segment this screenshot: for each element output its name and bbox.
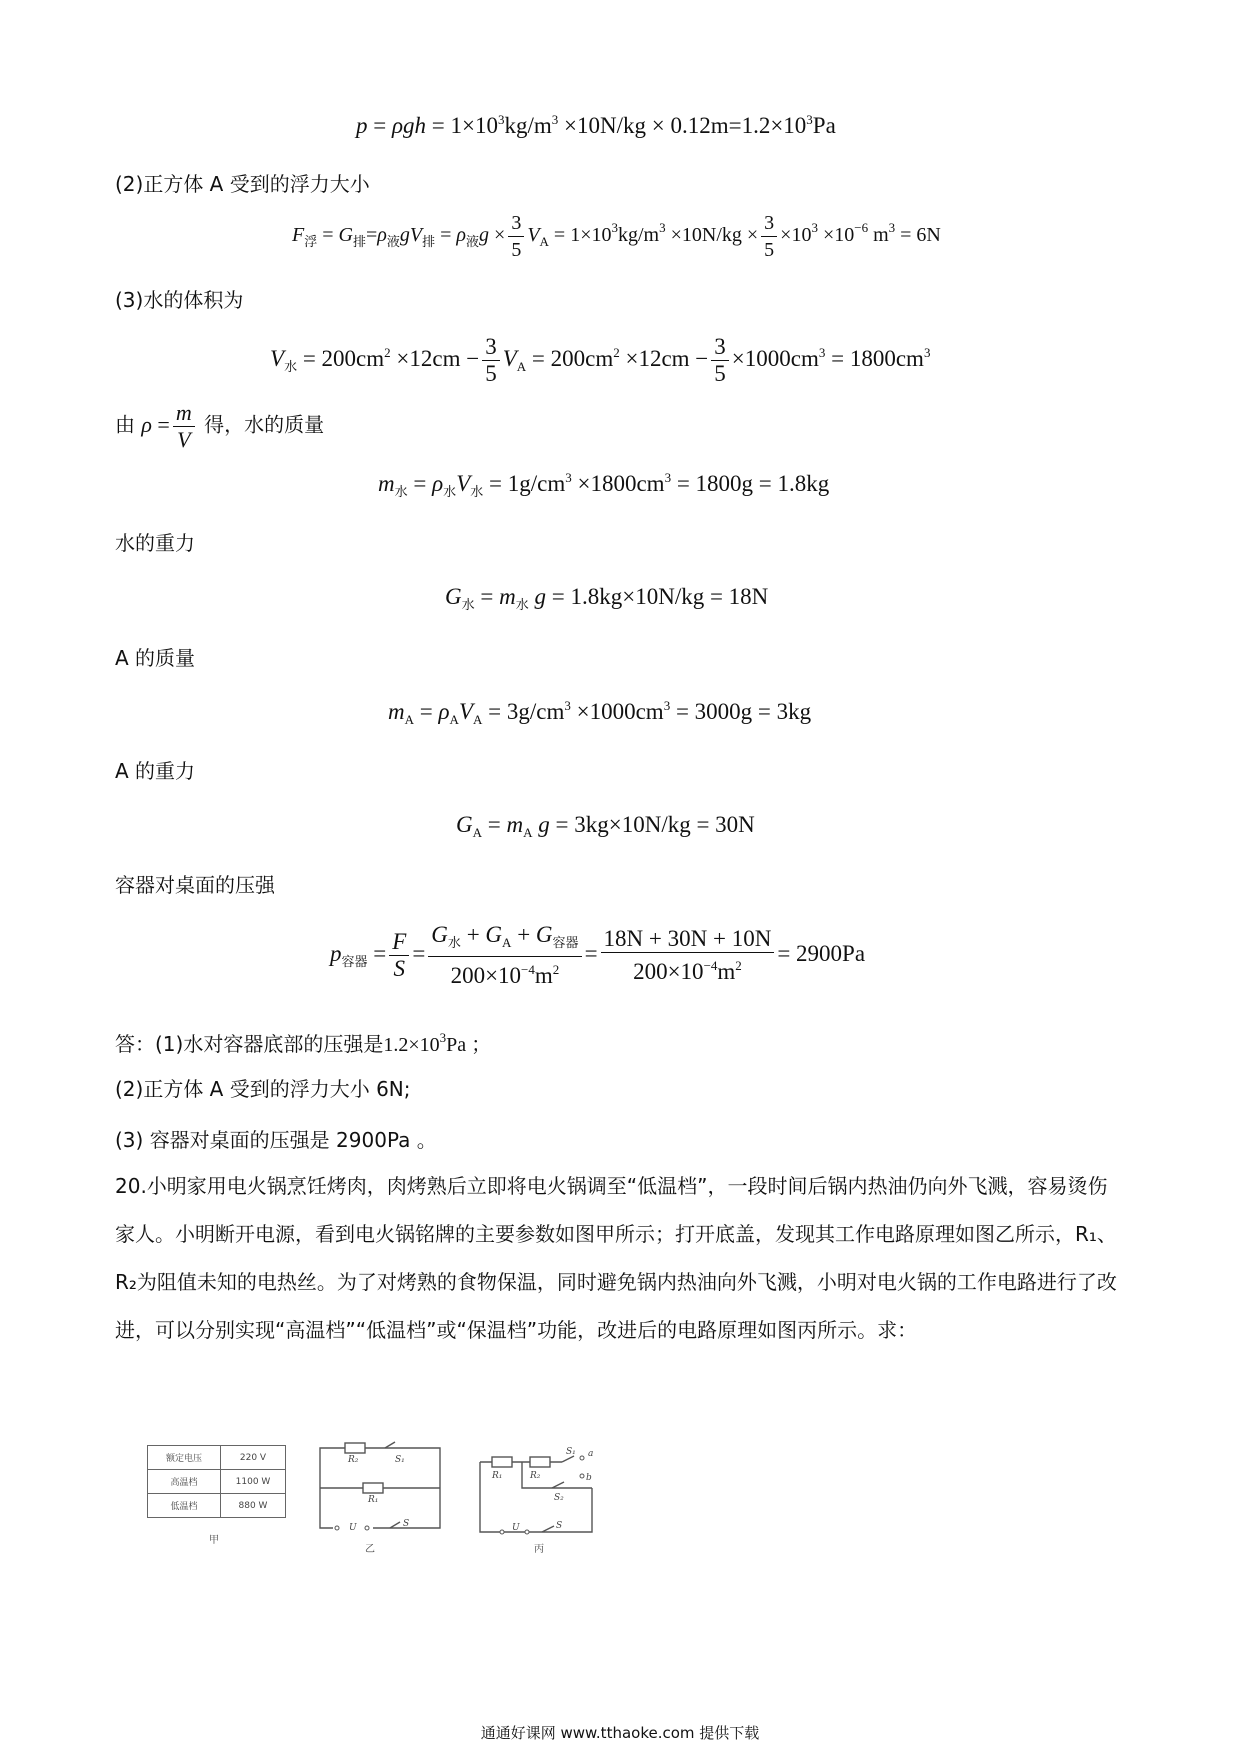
equation-a-weight: $G_A = m_A$ g = 3kg×10N/kg = 30N (456, 812, 755, 840)
figure-yi-circuit (315, 1440, 445, 1560)
nameplate-table (147, 1445, 286, 1518)
figure-jia-nameplate (147, 1445, 286, 1546)
equation-water-mass: $m_水 = \rho_水V_水 = 1g/cm^3 \times 1800cm^3 = 1800g = 1.8kg$ (378, 470, 830, 499)
equation-buoyancy: $F_浮 = G_排=\rho_液gV_排 = \rho_液g$ × $\frac{3}{5}$ $V_A = 1\times 10^3kg/m^3 \times 10N/kg$ × $\frac{3}{5}$ $\times 10^3 \times 10^{-6}$ $m^3 = 6N$ (292, 212, 941, 261)
label-s1: S₁ (395, 1455, 405, 1465)
label-u: U (512, 1523, 520, 1533)
label-s: S (403, 1519, 410, 1529)
table-cell: 额定电压 (148, 1446, 221, 1470)
step3-label: (3)水的体积为 (115, 288, 244, 312)
table-cell: 低温档 (148, 1494, 221, 1518)
table-row (148, 1446, 286, 1470)
a-mass-label: A 的质量 (115, 646, 196, 670)
label-r1: R₁ (368, 1495, 379, 1505)
label-r2: R₂ (530, 1471, 541, 1481)
pressure-label: 容器对桌面的压强 (115, 873, 275, 897)
label-s: S (556, 1521, 563, 1531)
label-s1: S₁ (566, 1447, 576, 1457)
page-footer: 通通好课网 www.tthaoke.com 提供下载 (480, 1724, 760, 1742)
equation-water-weight: $G_水 = m_水$ g = 1.8kg×10N/kg = 18N (445, 584, 769, 612)
label-a: a (588, 1449, 594, 1459)
label-r1: R₁ (492, 1471, 503, 1481)
figure-caption-jia: 甲 (209, 1535, 219, 1546)
answer-2: (2)正方体 A 受到的浮力大小 6N; (115, 1077, 411, 1101)
equation-water-volume: $V_水 = 200cm^2 \times 12cm$ − $\frac{3}{5}$ $V_A = 200cm^2 \times 12cm$ − $\frac{3}{5}$ $\times 1000cm^3 = 1800cm^3$ (270, 334, 931, 386)
figure-caption-bing: 丙 (534, 1544, 544, 1555)
density-formula-line: 由 ρ = $\frac{m}{V}$ 得，水的质量 (115, 400, 325, 452)
problem-20-text: 20.小明家用电火锅烹饪烤肉，肉烤熟后立即将电火锅调至“低温档”，一段时间后锅内热油仍向外飞溅，容易烫伤家人。小明断开电源，看到电火锅铭牌的主要参数如图甲所示；打开底盖，发现其工作电路原理如图乙所示，R₁、R₂为阻值未知的电热丝。为了对烤熟的食物保温，同时避免锅内热油向外飞溅，小明对电火锅的工作电路进行了改进，可以分别实现“高温档”“低温档”或“保温档”功能，改进后的电路原理如图丙所示。求： (115, 1174, 1117, 1342)
equation-container-pressure: $p_{容器}$ = $\frac{F}{S}$ = $\frac{G_水 + G_A + G_{容器}}{200\times 10^{-4}m^2}$ = $\frac{18N + 30N + 10N}{200\times 10^{-4}m^2}$ = 2900Pa (330, 922, 866, 988)
answer-3: (3) 容器对桌面的压强是 2900Pa 。 (115, 1128, 437, 1152)
answer-1: 答：(1)水对容器底部的压强是$1.2\times 10^3Pa$ ； (115, 1030, 492, 1056)
equation-water-pressure: $p = \rho gh = 1\times 10^3kg/m^3 \times 10N/kg \times 0.12m=1.2\times 10^3Pa$ (356, 112, 836, 138)
label-r2: R₂ (348, 1455, 359, 1465)
label-u: U (349, 1523, 357, 1533)
water-weight-label: 水的重力 (115, 531, 195, 555)
table-row (148, 1470, 286, 1494)
figure-bing-circuit (472, 1440, 612, 1560)
step2-label: (2)正方体 A 受到的浮力大小 (115, 172, 370, 196)
figure-caption-yi: 乙 (365, 1544, 375, 1555)
label-b: b (586, 1473, 592, 1483)
equation-a-mass: $m_A = \rho_AV_A = 3g/cm^3 \times 1000cm^3 = 3000g = 3kg$ (388, 698, 812, 727)
label-s2: S₂ (554, 1493, 564, 1503)
table-cell: 220 V (221, 1446, 286, 1470)
table-cell: 高温档 (148, 1470, 221, 1494)
table-cell: 1100 W (221, 1470, 286, 1494)
a-weight-label: A 的重力 (115, 759, 196, 783)
table-row (148, 1494, 286, 1518)
table-cell: 880 W (221, 1494, 286, 1518)
